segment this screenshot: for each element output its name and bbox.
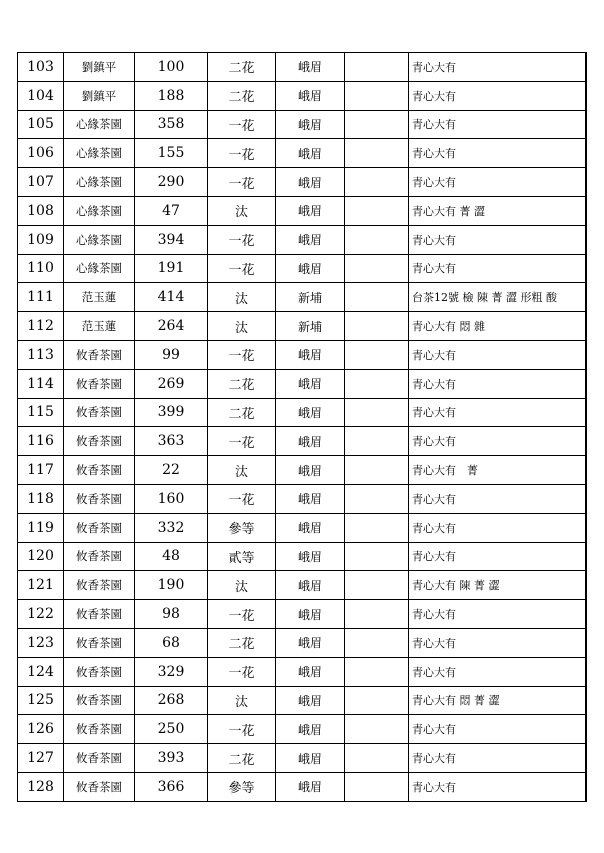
region-cell: 峨眉 xyxy=(276,484,345,513)
producer-name-cell: 范玉蓮 xyxy=(64,283,135,312)
entry-number-cell: 113 xyxy=(18,340,64,369)
grade-cell: 參等 xyxy=(208,772,276,801)
sample-number-cell: 366 xyxy=(135,772,208,801)
entry-number-cell: 121 xyxy=(18,571,64,600)
remark-cell: 台茶12號 檢 陳 菁 澀 形粗 酸 xyxy=(409,283,586,312)
sample-number-cell: 48 xyxy=(135,542,208,571)
sample-number-cell: 393 xyxy=(135,744,208,773)
note-cell xyxy=(345,110,409,139)
entry-number-cell: 124 xyxy=(18,657,64,686)
sample-number-cell: 250 xyxy=(135,715,208,744)
region-cell: 峨眉 xyxy=(276,110,345,139)
remark-cell: 青心大有 xyxy=(409,254,586,283)
sample-number-cell: 191 xyxy=(135,254,208,283)
entry-number-cell: 123 xyxy=(18,628,64,657)
table-row xyxy=(18,312,586,341)
entry-number-cell: 110 xyxy=(18,254,64,283)
sample-number-cell: 414 xyxy=(135,283,208,312)
note-cell xyxy=(345,657,409,686)
note-cell xyxy=(345,398,409,427)
table-row xyxy=(18,168,586,197)
note-cell xyxy=(345,715,409,744)
table-row xyxy=(18,225,586,254)
grade-cell: 一花 xyxy=(208,110,276,139)
table-row xyxy=(18,484,586,513)
entry-number-cell: 116 xyxy=(18,427,64,456)
entry-number-cell: 122 xyxy=(18,600,64,629)
sample-number-cell: 363 xyxy=(135,427,208,456)
producer-name-cell: 攸香茶園 xyxy=(64,571,135,600)
producer-name-cell: 攸香茶園 xyxy=(64,542,135,571)
grade-cell: 二花 xyxy=(208,398,276,427)
table-row xyxy=(18,139,586,168)
note-cell xyxy=(345,484,409,513)
remark-cell: 青心大有 xyxy=(409,772,586,801)
table-row xyxy=(18,196,586,225)
region-cell: 峨眉 xyxy=(276,744,345,773)
region-cell: 峨眉 xyxy=(276,139,345,168)
table-body xyxy=(18,53,586,802)
producer-name-cell: 攸香茶園 xyxy=(64,744,135,773)
remark-cell: 青心大有 xyxy=(409,744,586,773)
producer-name-cell: 心緣茶園 xyxy=(64,196,135,225)
entry-number-cell: 109 xyxy=(18,225,64,254)
note-cell xyxy=(345,53,409,82)
entry-number-cell: 117 xyxy=(18,456,64,485)
entry-number-cell: 118 xyxy=(18,484,64,513)
producer-name-cell: 攸香茶園 xyxy=(64,369,135,398)
entry-number-cell: 126 xyxy=(18,715,64,744)
producer-name-cell: 攸香茶園 xyxy=(64,456,135,485)
region-cell: 峨眉 xyxy=(276,168,345,197)
table-row xyxy=(18,340,586,369)
note-cell xyxy=(345,225,409,254)
table-row xyxy=(18,571,586,600)
table-row xyxy=(18,398,586,427)
table-row xyxy=(18,81,586,110)
region-cell: 新埔 xyxy=(276,283,345,312)
note-cell xyxy=(345,312,409,341)
entry-number-cell: 120 xyxy=(18,542,64,571)
remark-cell: 青心大有 xyxy=(409,340,586,369)
sample-number-cell: 268 xyxy=(135,686,208,715)
entry-number-cell: 108 xyxy=(18,196,64,225)
producer-name-cell: 攸香茶園 xyxy=(64,600,135,629)
entry-number-cell: 112 xyxy=(18,312,64,341)
region-cell: 峨眉 xyxy=(276,369,345,398)
sample-number-cell: 264 xyxy=(135,312,208,341)
grade-cell: 二花 xyxy=(208,628,276,657)
remark-cell: 青心大有 xyxy=(409,369,586,398)
entry-number-cell: 127 xyxy=(18,744,64,773)
remark-cell: 青心大有 菁 xyxy=(409,456,586,485)
remark-cell: 青心大有 xyxy=(409,139,586,168)
remark-cell: 青心大有 xyxy=(409,484,586,513)
grade-cell: 一花 xyxy=(208,225,276,254)
table-row xyxy=(18,657,586,686)
remark-cell: 青心大有 xyxy=(409,427,586,456)
results-table xyxy=(17,52,587,802)
sample-number-cell: 188 xyxy=(135,81,208,110)
region-cell: 新埔 xyxy=(276,312,345,341)
region-cell: 峨眉 xyxy=(276,715,345,744)
table-row xyxy=(18,542,586,571)
grade-cell: 一花 xyxy=(208,139,276,168)
remark-cell: 青心大有 xyxy=(409,657,586,686)
grade-cell: 一花 xyxy=(208,600,276,629)
sample-number-cell: 332 xyxy=(135,513,208,542)
region-cell: 峨眉 xyxy=(276,254,345,283)
note-cell xyxy=(345,283,409,312)
producer-name-cell: 攸香茶園 xyxy=(64,628,135,657)
sample-number-cell: 160 xyxy=(135,484,208,513)
note-cell xyxy=(345,139,409,168)
remark-cell: 青心大有 xyxy=(409,715,586,744)
entry-number-cell: 128 xyxy=(18,772,64,801)
grade-cell: 二花 xyxy=(208,81,276,110)
remark-cell: 青心大有 陳 菁 澀 xyxy=(409,571,586,600)
region-cell: 峨眉 xyxy=(276,513,345,542)
note-cell xyxy=(345,427,409,456)
table-row xyxy=(18,744,586,773)
grade-cell: 汰 xyxy=(208,312,276,341)
grade-cell: 二花 xyxy=(208,369,276,398)
note-cell xyxy=(345,81,409,110)
producer-name-cell: 攸香茶園 xyxy=(64,398,135,427)
grade-cell: 汰 xyxy=(208,686,276,715)
region-cell: 峨眉 xyxy=(276,81,345,110)
entry-number-cell: 115 xyxy=(18,398,64,427)
remark-cell: 青心大有 xyxy=(409,542,586,571)
note-cell xyxy=(345,744,409,773)
grade-cell: 二花 xyxy=(208,53,276,82)
region-cell: 峨眉 xyxy=(276,225,345,254)
producer-name-cell: 范玉蓮 xyxy=(64,312,135,341)
region-cell: 峨眉 xyxy=(276,657,345,686)
table-row xyxy=(18,456,586,485)
sample-number-cell: 290 xyxy=(135,168,208,197)
note-cell xyxy=(345,456,409,485)
grade-cell: 汰 xyxy=(208,571,276,600)
sample-number-cell: 22 xyxy=(135,456,208,485)
note-cell xyxy=(345,513,409,542)
remark-cell: 青心大有 xyxy=(409,628,586,657)
region-cell: 峨眉 xyxy=(276,340,345,369)
entry-number-cell: 107 xyxy=(18,168,64,197)
grade-cell: 一花 xyxy=(208,484,276,513)
note-cell xyxy=(345,196,409,225)
remark-cell: 青心大有 xyxy=(409,600,586,629)
producer-name-cell: 心緣茶園 xyxy=(64,254,135,283)
sample-number-cell: 190 xyxy=(135,571,208,600)
region-cell: 峨眉 xyxy=(276,686,345,715)
sample-number-cell: 394 xyxy=(135,225,208,254)
grade-cell: 貳等 xyxy=(208,542,276,571)
entry-number-cell: 103 xyxy=(18,53,64,82)
grade-cell: 一花 xyxy=(208,657,276,686)
region-cell: 峨眉 xyxy=(276,53,345,82)
grade-cell: 一花 xyxy=(208,254,276,283)
region-cell: 峨眉 xyxy=(276,628,345,657)
table-row xyxy=(18,254,586,283)
note-cell xyxy=(345,542,409,571)
producer-name-cell: 攸香茶園 xyxy=(64,427,135,456)
producer-name-cell: 攸香茶園 xyxy=(64,340,135,369)
region-cell: 峨眉 xyxy=(276,427,345,456)
producer-name-cell: 攸香茶園 xyxy=(64,772,135,801)
entry-number-cell: 105 xyxy=(18,110,64,139)
table-row xyxy=(18,772,586,801)
producer-name-cell: 心緣茶園 xyxy=(64,168,135,197)
region-cell: 峨眉 xyxy=(276,398,345,427)
sample-number-cell: 47 xyxy=(135,196,208,225)
table-row xyxy=(18,628,586,657)
note-cell xyxy=(345,571,409,600)
remark-cell: 青心大有 xyxy=(409,53,586,82)
region-cell: 峨眉 xyxy=(276,196,345,225)
table-row xyxy=(18,686,586,715)
sample-number-cell: 399 xyxy=(135,398,208,427)
remark-cell: 青心大有 悶 菁 澀 xyxy=(409,686,586,715)
entry-number-cell: 114 xyxy=(18,369,64,398)
sample-number-cell: 68 xyxy=(135,628,208,657)
region-cell: 峨眉 xyxy=(276,600,345,629)
note-cell xyxy=(345,340,409,369)
table-row xyxy=(18,369,586,398)
grade-cell: 一花 xyxy=(208,427,276,456)
entry-number-cell: 106 xyxy=(18,139,64,168)
note-cell xyxy=(345,628,409,657)
producer-name-cell: 心緣茶園 xyxy=(64,110,135,139)
entry-number-cell: 104 xyxy=(18,81,64,110)
remark-cell: 青心大有 菁 澀 xyxy=(409,196,586,225)
region-cell: 峨眉 xyxy=(276,571,345,600)
entry-number-cell: 119 xyxy=(18,513,64,542)
producer-name-cell: 攸香茶園 xyxy=(64,686,135,715)
producer-name-cell: 劉鎮平 xyxy=(64,53,135,82)
table-row xyxy=(18,53,586,82)
remark-cell: 青心大有 xyxy=(409,513,586,542)
region-cell: 峨眉 xyxy=(276,456,345,485)
note-cell xyxy=(345,686,409,715)
grade-cell: 一花 xyxy=(208,340,276,369)
remark-cell: 青心大有 xyxy=(409,81,586,110)
grade-cell: 汰 xyxy=(208,283,276,312)
table-row xyxy=(18,283,586,312)
region-cell: 峨眉 xyxy=(276,772,345,801)
grade-cell: 一花 xyxy=(208,715,276,744)
region-cell: 峨眉 xyxy=(276,542,345,571)
remark-cell: 青心大有 xyxy=(409,110,586,139)
note-cell xyxy=(345,600,409,629)
grade-cell: 汰 xyxy=(208,456,276,485)
producer-name-cell: 心緣茶園 xyxy=(64,139,135,168)
producer-name-cell: 攸香茶園 xyxy=(64,484,135,513)
sample-number-cell: 155 xyxy=(135,139,208,168)
sample-number-cell: 98 xyxy=(135,600,208,629)
table-row xyxy=(18,600,586,629)
grade-cell: 參等 xyxy=(208,513,276,542)
table-row xyxy=(18,715,586,744)
producer-name-cell: 心緣茶園 xyxy=(64,225,135,254)
producer-name-cell: 攸香茶園 xyxy=(64,513,135,542)
note-cell xyxy=(345,369,409,398)
producer-name-cell: 攸香茶園 xyxy=(64,657,135,686)
remark-cell: 青心大有 悶 雜 xyxy=(409,312,586,341)
entry-number-cell: 125 xyxy=(18,686,64,715)
remark-cell: 青心大有 xyxy=(409,225,586,254)
remark-cell: 青心大有 xyxy=(409,168,586,197)
sample-number-cell: 99 xyxy=(135,340,208,369)
grade-cell: 一花 xyxy=(208,168,276,197)
sample-number-cell: 358 xyxy=(135,110,208,139)
producer-name-cell: 攸香茶園 xyxy=(64,715,135,744)
remark-cell: 青心大有 xyxy=(409,398,586,427)
sample-number-cell: 100 xyxy=(135,53,208,82)
table-row xyxy=(18,513,586,542)
sample-number-cell: 329 xyxy=(135,657,208,686)
entry-number-cell: 111 xyxy=(18,283,64,312)
grade-cell: 二花 xyxy=(208,744,276,773)
note-cell xyxy=(345,772,409,801)
table-row xyxy=(18,110,586,139)
table-row xyxy=(18,427,586,456)
sample-number-cell: 269 xyxy=(135,369,208,398)
grade-cell: 汰 xyxy=(208,196,276,225)
note-cell xyxy=(345,254,409,283)
note-cell xyxy=(345,168,409,197)
producer-name-cell: 劉鎮平 xyxy=(64,81,135,110)
